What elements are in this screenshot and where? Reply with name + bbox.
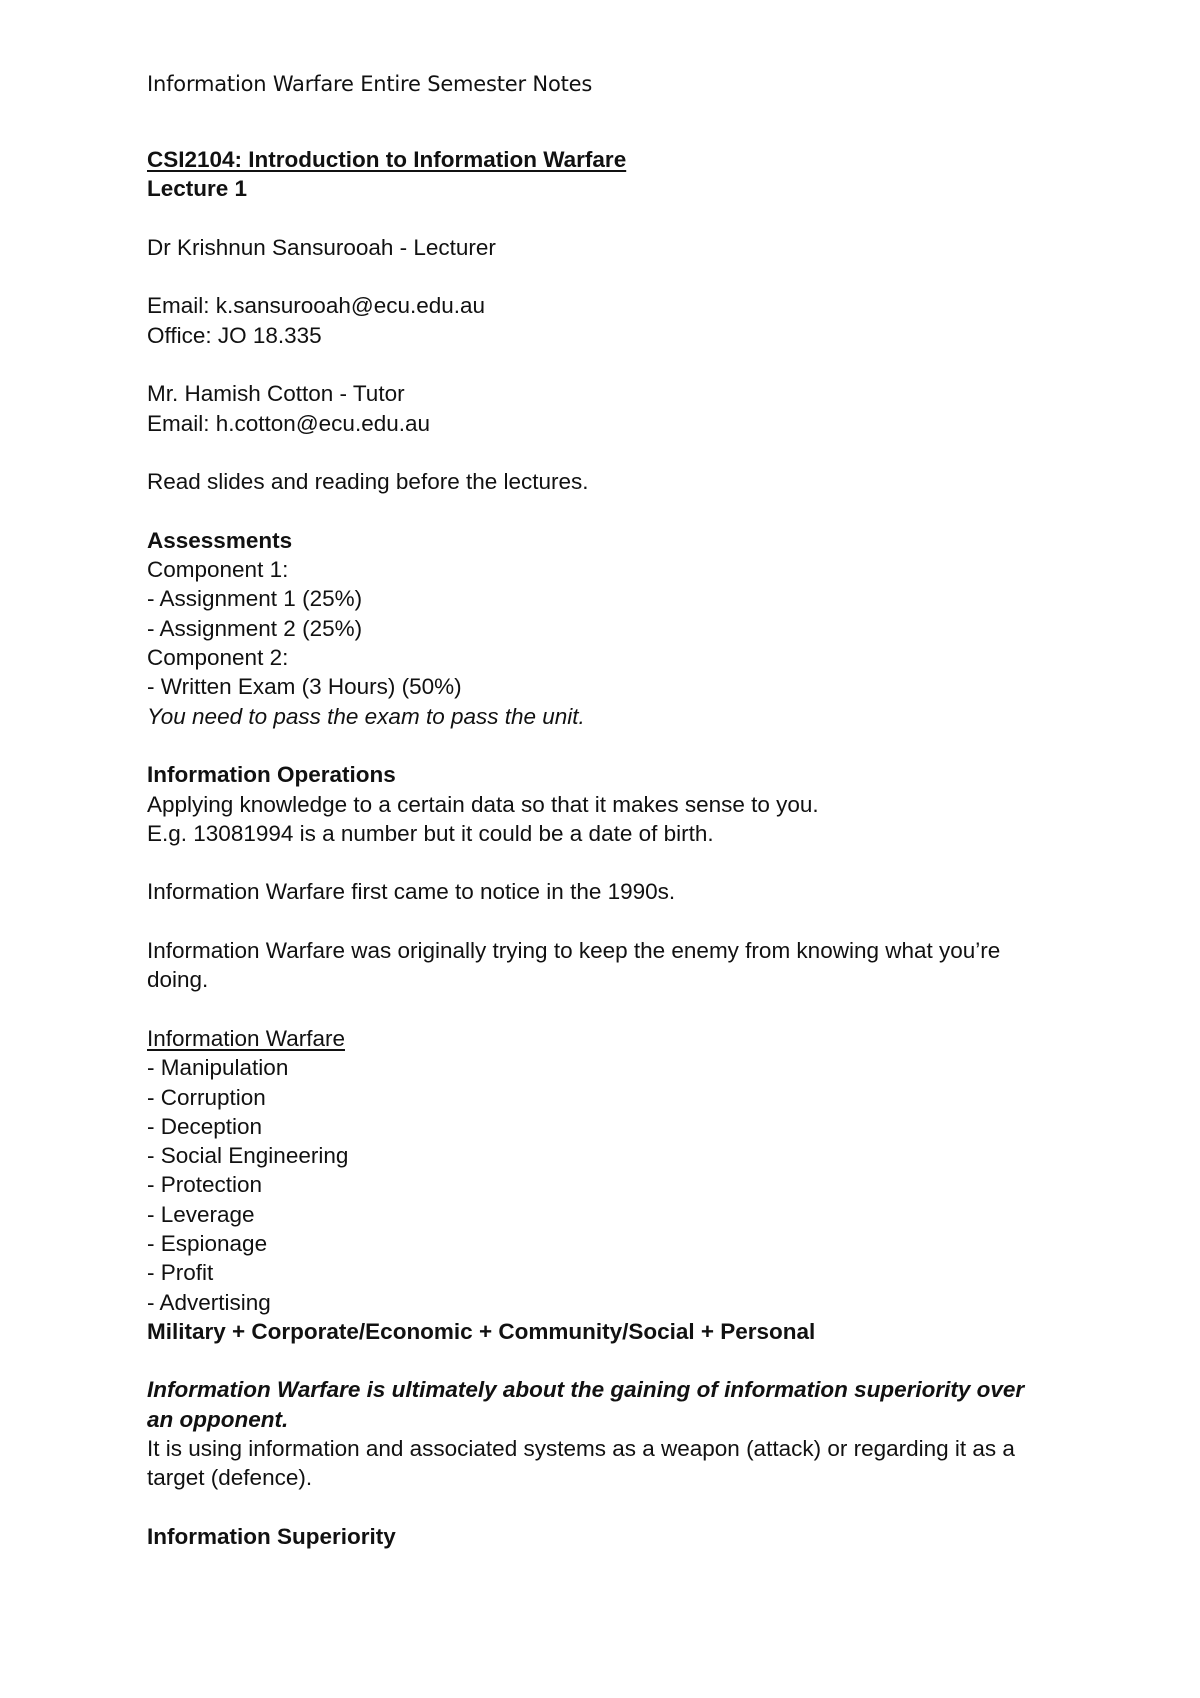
assessments-section bbox=[147, 526, 1047, 731]
using-info-paragraph: It is using information and associated systems as a weapon (attack) or regarding it as a target (defence). bbox=[147, 1436, 1015, 1491]
component-1: Component 1: bbox=[147, 557, 289, 583]
information-warfare-list-section bbox=[147, 1024, 1047, 1346]
component-2: Component 2: bbox=[147, 645, 289, 671]
info-ops-line-2: E.g. 13081994 is a number but it could be a date of birth. bbox=[147, 820, 714, 846]
assignment-2: - Assignment 2 (25%) bbox=[147, 615, 363, 641]
lecturer-name: Dr Krishnun Sansurooah - Lecturer bbox=[147, 234, 496, 260]
ultimately-paragraph: Information Warfare is ultimately about the gaining of information superiority over an opponent. bbox=[147, 1377, 1025, 1432]
assignment-1: - Assignment 1 (25%) bbox=[147, 586, 363, 612]
lecturer-email: Email: k.sansurooah@ecu.edu.au bbox=[147, 293, 486, 319]
originally-paragraph: Information Warfare was originally trying to keep the enemy from knowing what you’re doing. bbox=[147, 938, 1001, 993]
superiority-heading: Information Superiority bbox=[147, 1523, 396, 1549]
first-notice-paragraph: Information Warfare first came to notice in the 1990s. bbox=[147, 879, 676, 905]
tutor-name: Mr. Hamish Cotton - Tutor bbox=[147, 381, 405, 407]
list-item: - Protection bbox=[147, 1172, 263, 1198]
lecture-heading: Lecture 1 bbox=[147, 176, 248, 202]
list-item: - Manipulation bbox=[147, 1055, 289, 1081]
information-operations-section bbox=[147, 760, 1047, 848]
lecturer-office: Office: JO 18.335 bbox=[147, 322, 322, 348]
info-ops-heading: Information Operations bbox=[147, 762, 396, 788]
exam-note: You need to pass the exam to pass the unit. bbox=[147, 703, 585, 729]
page-header: Information Warfare Entire Semester Notes bbox=[147, 72, 593, 96]
iw-summary: Military + Corporate/Economic + Community/Social + Personal bbox=[147, 1318, 816, 1344]
list-item: - Corruption bbox=[147, 1084, 266, 1110]
iw-list-heading: Information Warfare bbox=[147, 1025, 345, 1051]
list-item: - Social Engineering bbox=[147, 1143, 349, 1169]
course-title: CSI2104: Introduction to Information Warfare bbox=[147, 147, 627, 172]
info-ops-line-1: Applying knowledge to a certain data so that it makes sense to you. bbox=[147, 791, 819, 817]
read-note: Read slides and reading before the lectures. bbox=[147, 469, 589, 495]
document-body bbox=[147, 145, 1047, 1551]
written-exam: - Written Exam (3 Hours) (50%) bbox=[147, 674, 462, 700]
tutor-email: Email: h.cotton@ecu.edu.au bbox=[147, 410, 431, 436]
assessments-heading: Assessments bbox=[147, 527, 293, 553]
list-item: - Profit bbox=[147, 1260, 214, 1286]
list-item: - Advertising bbox=[147, 1289, 271, 1315]
list-item: - Leverage bbox=[147, 1201, 255, 1227]
list-item: - Espionage bbox=[147, 1230, 268, 1256]
list-item: - Deception bbox=[147, 1113, 263, 1139]
